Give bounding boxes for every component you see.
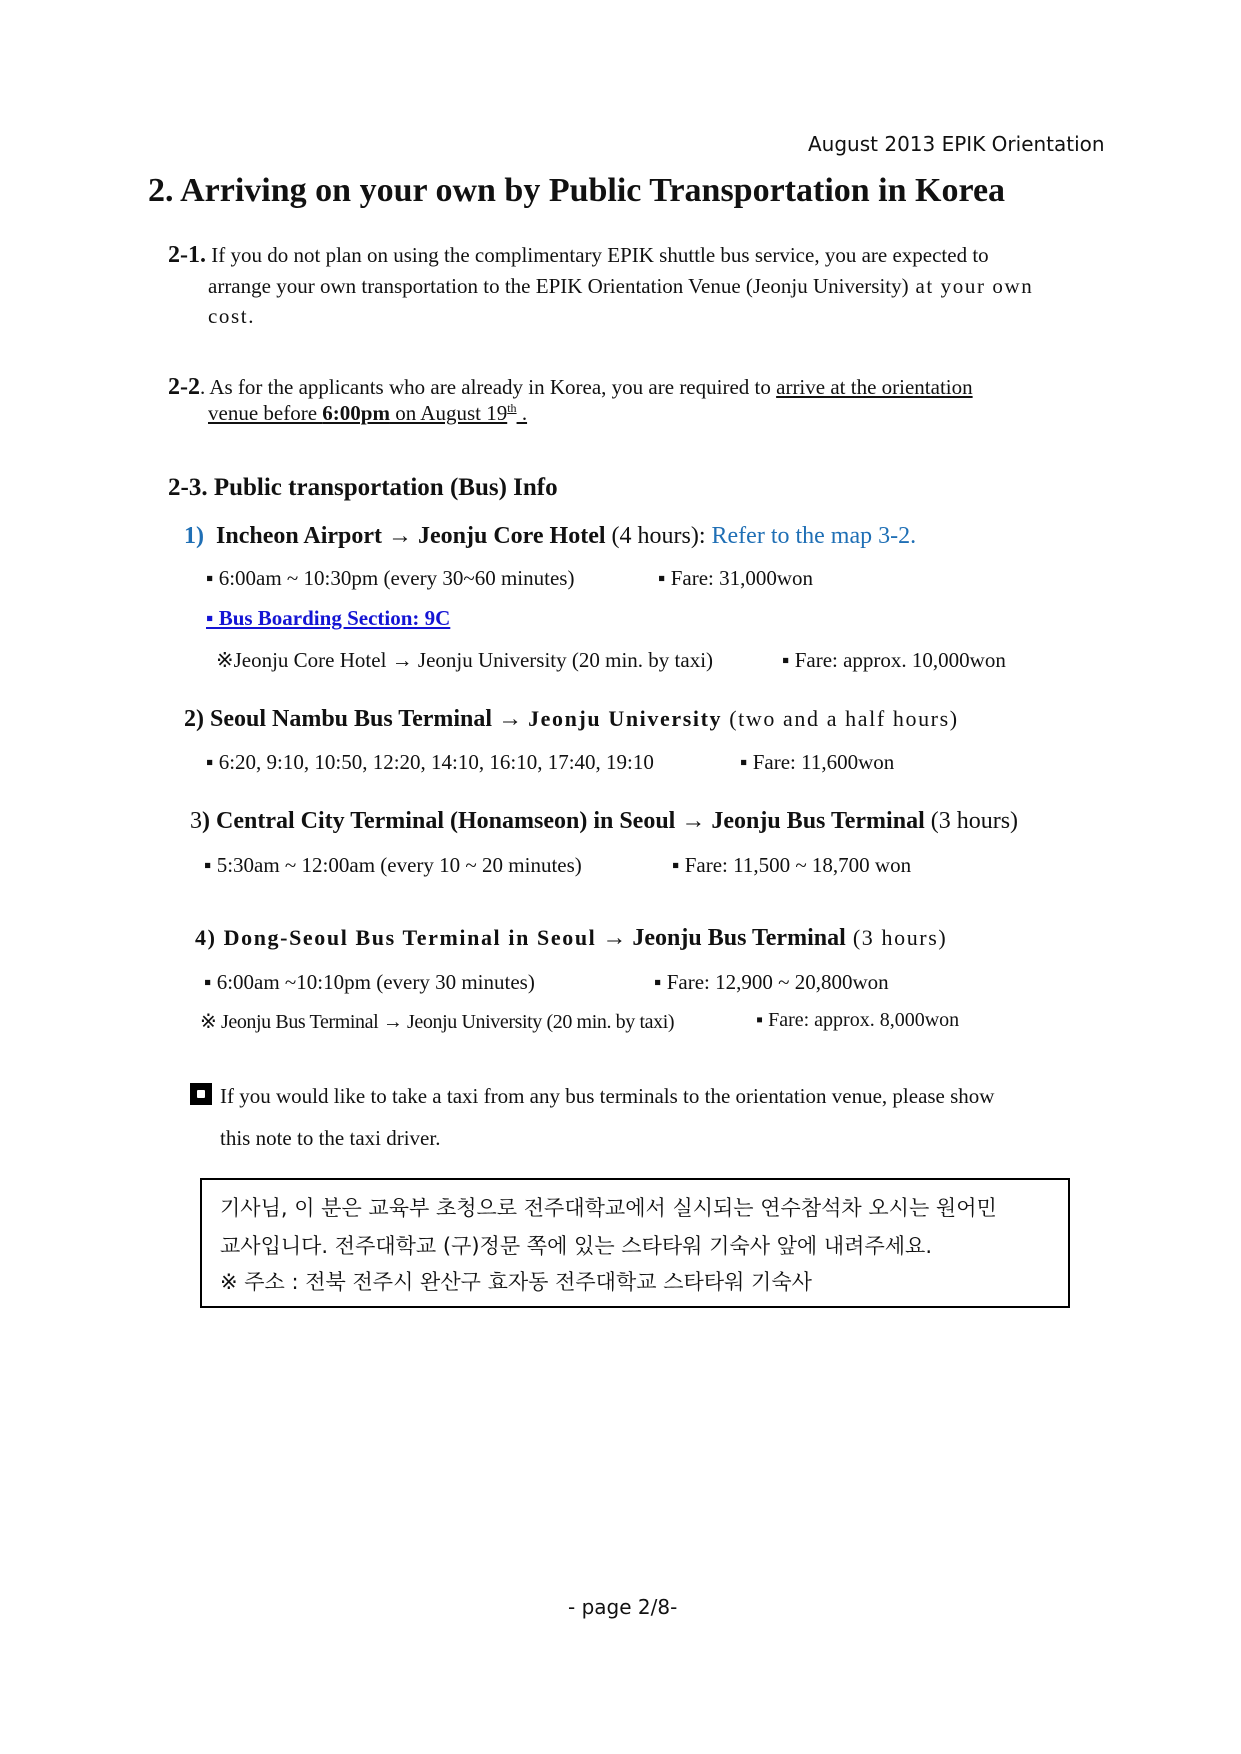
route-2-fare: ▪ Fare: 11,600won — [740, 750, 895, 774]
paragraph-2-1-line1: 2-1. If you do not plan on using the complimentary EPIK shuttle bus service, you are expected to — [168, 242, 989, 268]
route-4-taxi-info: ※ Jeonju Bus Terminal → Jeonju University (20 min. by taxi) — [200, 1011, 675, 1033]
route-4-title: 4) Dong-Seoul Bus Terminal in Seoul → Jeonju Bus Terminal (3 hours) — [195, 925, 948, 951]
paragraph-2-1-line2: arrange your own transportation to the EPIK Orientation Venue (Jeonju University) at your own — [208, 274, 1034, 298]
route-1-taxi-info: ※Jeonju Core Hotel → Jeonju University (20 min. by taxi) — [216, 648, 714, 672]
route-4-fare: ▪ Fare: 12,900 ~ 20,800won — [654, 970, 889, 994]
route-1-times: ▪ 6:00am ~ 10:30pm (every 30~60 minutes) — [206, 566, 575, 590]
arrival-time: 6:00pm — [322, 401, 390, 425]
checkbox-bullet-icon — [190, 1083, 212, 1105]
paragraph-2-2-line2: venue before 6:00pm on August 19th . — [208, 401, 528, 425]
route-number: 1) — [184, 523, 204, 549]
korean-note-line2: 교사입니다. 전주대학교 (구)정문 쪽에 있는 스타타워 기숙사 앞에 내려주세요. — [220, 1234, 933, 1258]
taxi-note-line1: If you would like to take a taxi from any bus terminals to the orientation venue, please show — [190, 1083, 994, 1109]
route-3-times: ▪ 5:30am ~ 12:00am (every 10 ~ 20 minutes) — [204, 853, 582, 877]
route-1-taxi-fare: ▪ Fare: approx. 10,000won — [782, 648, 1006, 672]
map-reference-link[interactable]: Refer to the map 3-2. — [711, 523, 917, 549]
paragraph-2-1-line3: cost. — [208, 304, 256, 328]
route-3-fare: ▪ Fare: 11,500 ~ 18,700 won — [672, 853, 912, 877]
paragraph-2-2-line1: 2-2. As for the applicants who are already in Korea, you are required to arrive at the orientation — [168, 374, 973, 400]
paragraph-number: 2-1. — [168, 242, 206, 268]
paragraph-number: 2-2 — [168, 374, 200, 400]
section-title: 2. Arriving on your own by Public Transportation in Korea — [148, 172, 1006, 209]
route-1-fare: ▪ Fare: 31,000won — [658, 566, 814, 590]
route-3-title: 3) Central City Terminal (Honamseon) in Seoul → Jeonju Bus Terminal (3 hours) — [190, 808, 1019, 834]
page-number: - page 2/8- — [568, 1595, 678, 1619]
subsection-title: 2-3. Public transportation (Bus) Info — [168, 474, 558, 501]
korean-taxi-note-box — [200, 1178, 1070, 1308]
route-2-title: 2) Seoul Nambu Bus Terminal → Jeonju University (two and a half hours) — [184, 706, 959, 732]
running-header: August 2013 EPIK Orientation — [808, 132, 1105, 156]
taxi-note-line2: this note to the taxi driver. — [220, 1126, 441, 1150]
bus-boarding-section-link[interactable]: ▪ Bus Boarding Section: 9C — [206, 606, 451, 630]
route-1-title: 1) Incheon Airport → Jeonju Core Hotel (4 hours): Refer to the map 3-2. — [184, 523, 917, 549]
route-2-times: ▪ 6:20, 9:10, 10:50, 12:20, 14:10, 16:10, 17:40, 19:10 — [206, 750, 654, 774]
route-4-times: ▪ 6:00am ~10:10pm (every 30 minutes) — [204, 970, 535, 994]
korean-note-line1: 기사님, 이 분은 교육부 초청으로 전주대학교에서 실시되는 연수참석차 오시는 원어민 — [220, 1196, 997, 1220]
route-4-taxi-fare: ▪ Fare: approx. 8,000won — [756, 1009, 960, 1031]
korean-note-line3: ※ 주소 : 전북 전주시 완산구 효자동 전주대학교 스타타워 기숙사 — [220, 1270, 812, 1294]
